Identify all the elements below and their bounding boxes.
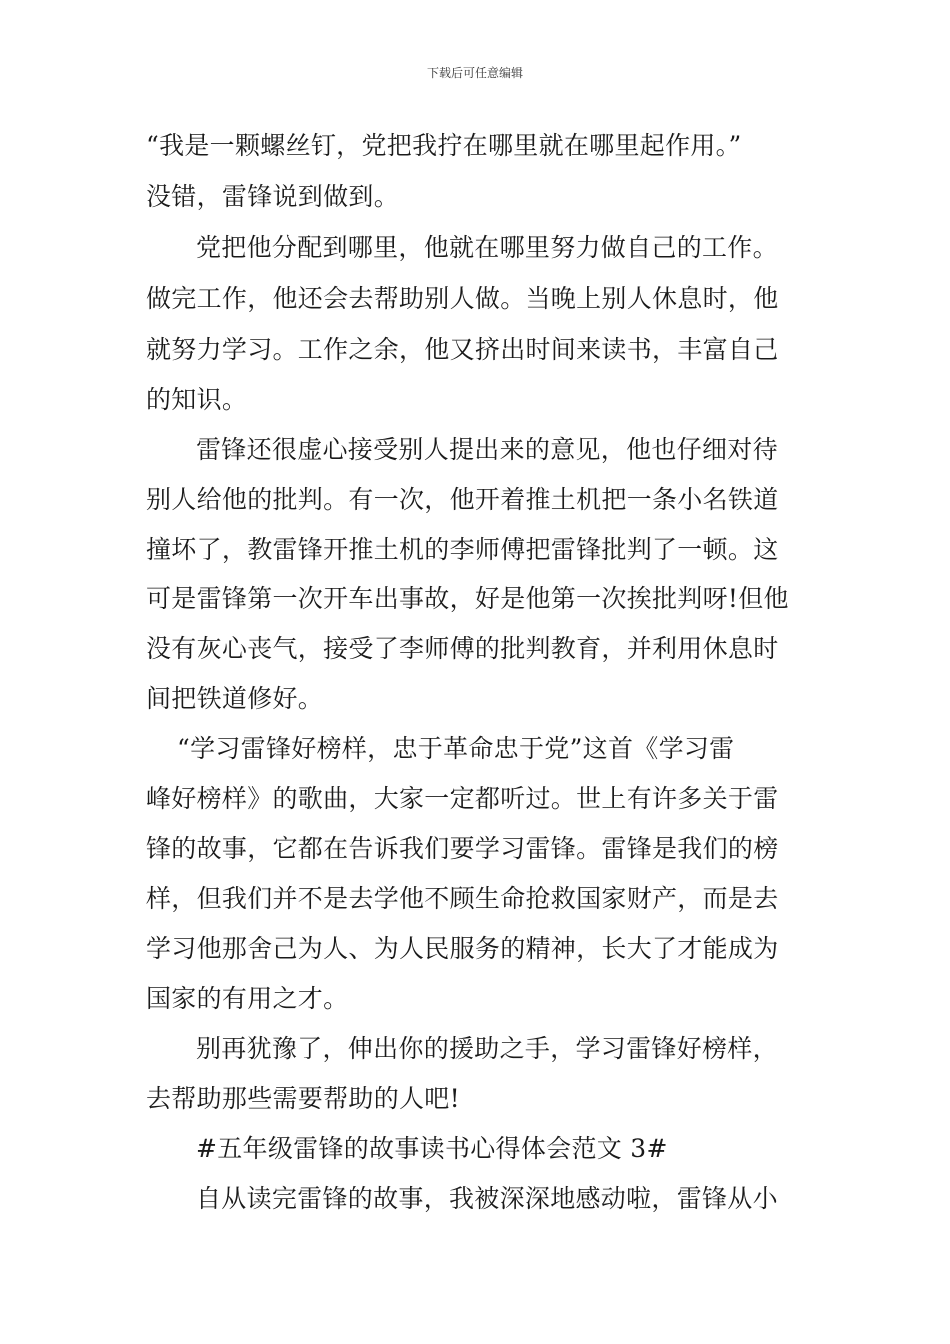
paragraph-first-line: 雷锋还很虚心接受别人提出来的意见，他也仔细对待 xyxy=(196,435,778,464)
text-line: 间把铁道修好。 xyxy=(146,684,324,713)
paragraph-first-line: 党把他分配到哪里，他就在哪里努力做自己的工作。 xyxy=(196,233,778,262)
text-line: 国家的有用之才。 xyxy=(146,984,349,1013)
text-line: 就努力学习。工作之余，他又挤出时间来读书，丰富自己 xyxy=(146,335,779,364)
text-line: 撞坏了，教雷锋开推土机的李师傅把雷锋批判了一顿。这 xyxy=(146,535,779,564)
text-line: 峰好榜样》的歌曲，大家一定都听过。世上有许多关于雷 xyxy=(146,784,779,813)
text-line: 没错，雷锋说到做到。 xyxy=(146,182,400,211)
text-line: 做完工作，他还会去帮助别人做。当晚上别人休息时，他 xyxy=(146,284,779,313)
text-line: 样，但我们并不是去学他不顾生命抢救国家财产，而是去 xyxy=(146,884,779,913)
text-line: 别人给他的批判。有一次，他开着推土机把一条小名铁道 xyxy=(146,485,779,514)
paragraph-first-line: 别再犹豫了，伸出你的援助之手，学习雷锋好榜样， xyxy=(196,1034,778,1063)
text-line: 去帮助那些需要帮助的人吧! xyxy=(146,1084,460,1113)
text-line: “我是一颗螺丝钉，党把我拧在哪里就在哪里起作用。” xyxy=(146,131,742,160)
text-line: 学习他那舍己为人、为人民服务的精神，长大了才能成为 xyxy=(146,934,779,963)
paragraph-first-line: “学习雷锋好榜样，忠于革命忠于党”这首《学习雷 xyxy=(177,734,735,763)
paragraph-first-line: 自从读完雷锋的故事，我被深深地感动啦，雷锋从小 xyxy=(196,1184,778,1213)
text-line: 的知识。 xyxy=(146,385,248,414)
text-line: 可是雷锋第一次开车出事故，好是他第一次挨批判呀!但他 xyxy=(146,584,789,613)
page-header: 下载后可任意编辑 xyxy=(426,66,523,80)
section-heading: #五年级雷锋的故事读书心得体会范文 3# xyxy=(196,1134,668,1163)
text-line: 锋的故事，它都在告诉我们要学习雷锋。雷锋是我们的榜 xyxy=(146,834,779,863)
text-line: 没有灰心丧气，接受了李师傅的批判教育，并利用休息时 xyxy=(146,634,779,663)
